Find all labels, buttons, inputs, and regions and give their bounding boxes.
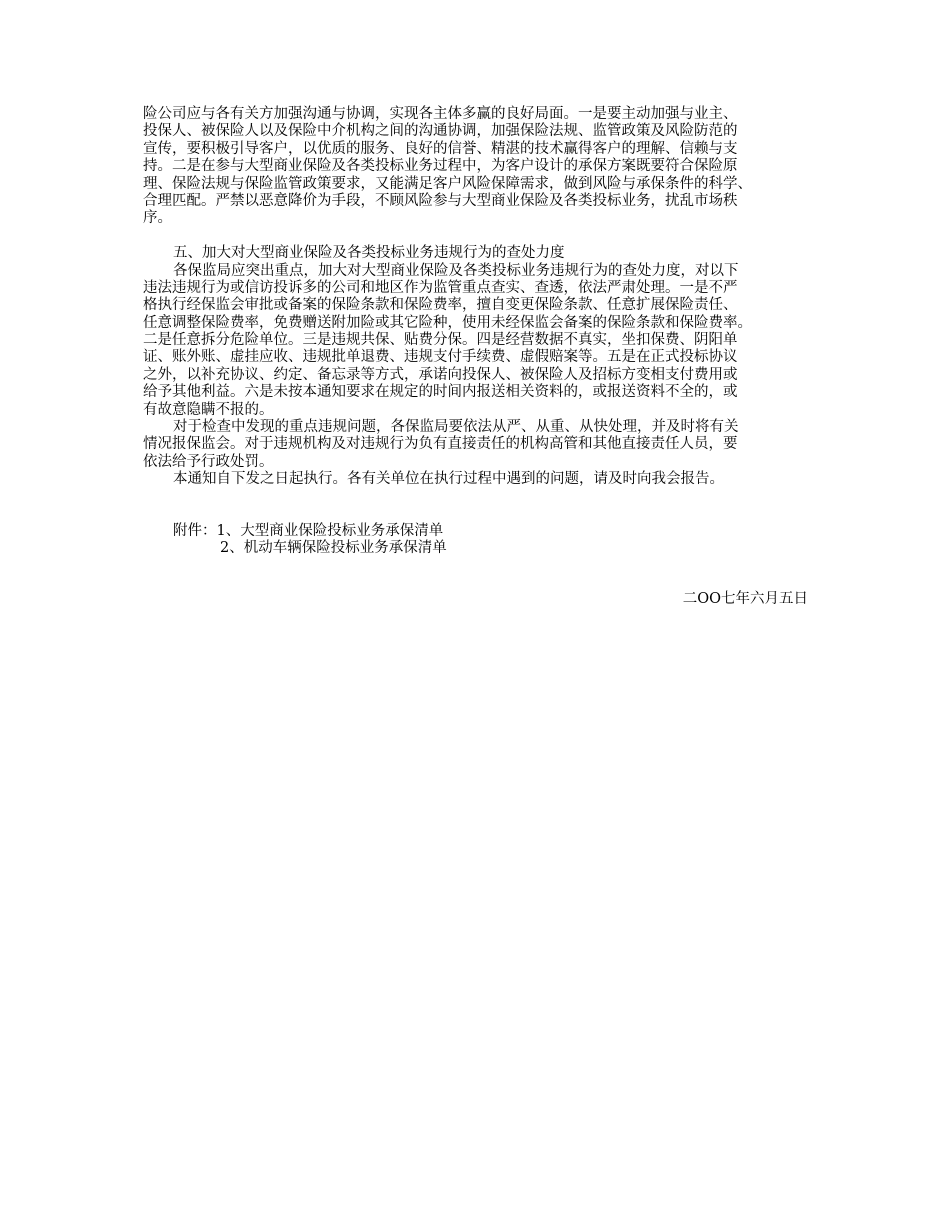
paragraph-effective: 本通知自下发之日起执行。各有关单位在执行过程中遇到的问题，请及时向我会报告。 (173, 471, 724, 488)
text-line: 各保监局应突出重点，加大对大型商业保险及各类投标业务违规行为的查处力度，对以下 (173, 262, 739, 279)
text-line: 违法违规行为或信访投诉多的公司和地区作为监管重点查实、查透，依法严肃处理。一是不严 (143, 279, 738, 296)
text-line: 格执行经保监会审批或备案的保险条款和保险费率，擅自变更保险条款、任意扩展保险责任、 (143, 297, 738, 314)
text-line: 理、保险法规与保险监管政策要求，又能满足客户风险保障需求，做到风险与承保条件的科学、 (143, 175, 752, 192)
text-line: 持。二是在参与大型商业保险及各类投标业务过程中，为客户设计的承保方案既要符合保险原 (143, 158, 738, 175)
text-line: 情况报保监会。对于违规机构及对违规行为负有直接责任的机构高管和其他直接责任人员，要 (143, 436, 738, 453)
text-line: 依法给予行政处罚。 (143, 453, 274, 470)
paragraph-enforcement (143, 263, 823, 420)
text-line: 合理匹配。严禁以恶意降价为手段，不顾风险参与大型商业保险及各类投标业务，扰乱市场秩 (143, 192, 738, 209)
attachment-item-2: 2、机动车辆保险投标业务承保清单 (220, 539, 447, 556)
document-page (143, 106, 823, 609)
blank-line (143, 557, 823, 591)
text-line: 投保人、被保险人以及保险中介机构之间的沟通协调，加强保险法规、监管政策及风险防范的 (143, 123, 738, 140)
text-line: 之外，以补充协议、约定、备忘录等方式，承诺向投保人、被保险人及招标方变相支付费用或 (143, 366, 738, 383)
attachment-item-1: 附件：1、大型商业保险投标业务承保清单 (173, 522, 444, 539)
text-line: 宣传，要积极引导客户，以优质的服务、良好的信誉、精湛的技术赢得客户的理解、信赖与支 (143, 140, 738, 157)
text-line: 险公司应与各有关方加强沟通与协调，实现各主体多赢的良好局面。一是要主动加强与业主、 (143, 106, 738, 122)
section-heading-5: 五、加大对大型商业保险及各类投标业务违规行为的查处力度 (173, 245, 565, 262)
blank-line (143, 228, 823, 245)
text-line: 给予其他利益。六是未按本通知要求在规定的时间内报送相关资料的，或报送资料不全的，或 (143, 384, 738, 401)
text-line: 对于检查中发现的重点违规问题，各保监局要依法从严、从重、从快处理，并及时将有关 (173, 419, 739, 436)
document-date: 二OO七年六月五日 (682, 591, 808, 608)
text-line: 任意调整保险费率，免费赠送附加险或其它险种，使用未经保监会备案的保险条款和保险费率。 (143, 314, 752, 331)
text-line: 证、账外账、虚挂应收、违规批单退费、违规支付手续费、虚假赔案等。五是在正式投标协议 (143, 349, 738, 366)
text-line: 序。 (143, 210, 172, 227)
text-line: 二是任意拆分危险单位。三是违规共保、贴费分保。四是经营数据不真实，坐扣保费、阴阳单 (143, 332, 738, 349)
paragraph-cooperation (143, 106, 823, 228)
blank-line (143, 489, 823, 523)
text-line: 有故意隐瞒不报的。 (143, 401, 274, 418)
attachments (143, 523, 823, 558)
paragraph-penalties (143, 419, 823, 471)
